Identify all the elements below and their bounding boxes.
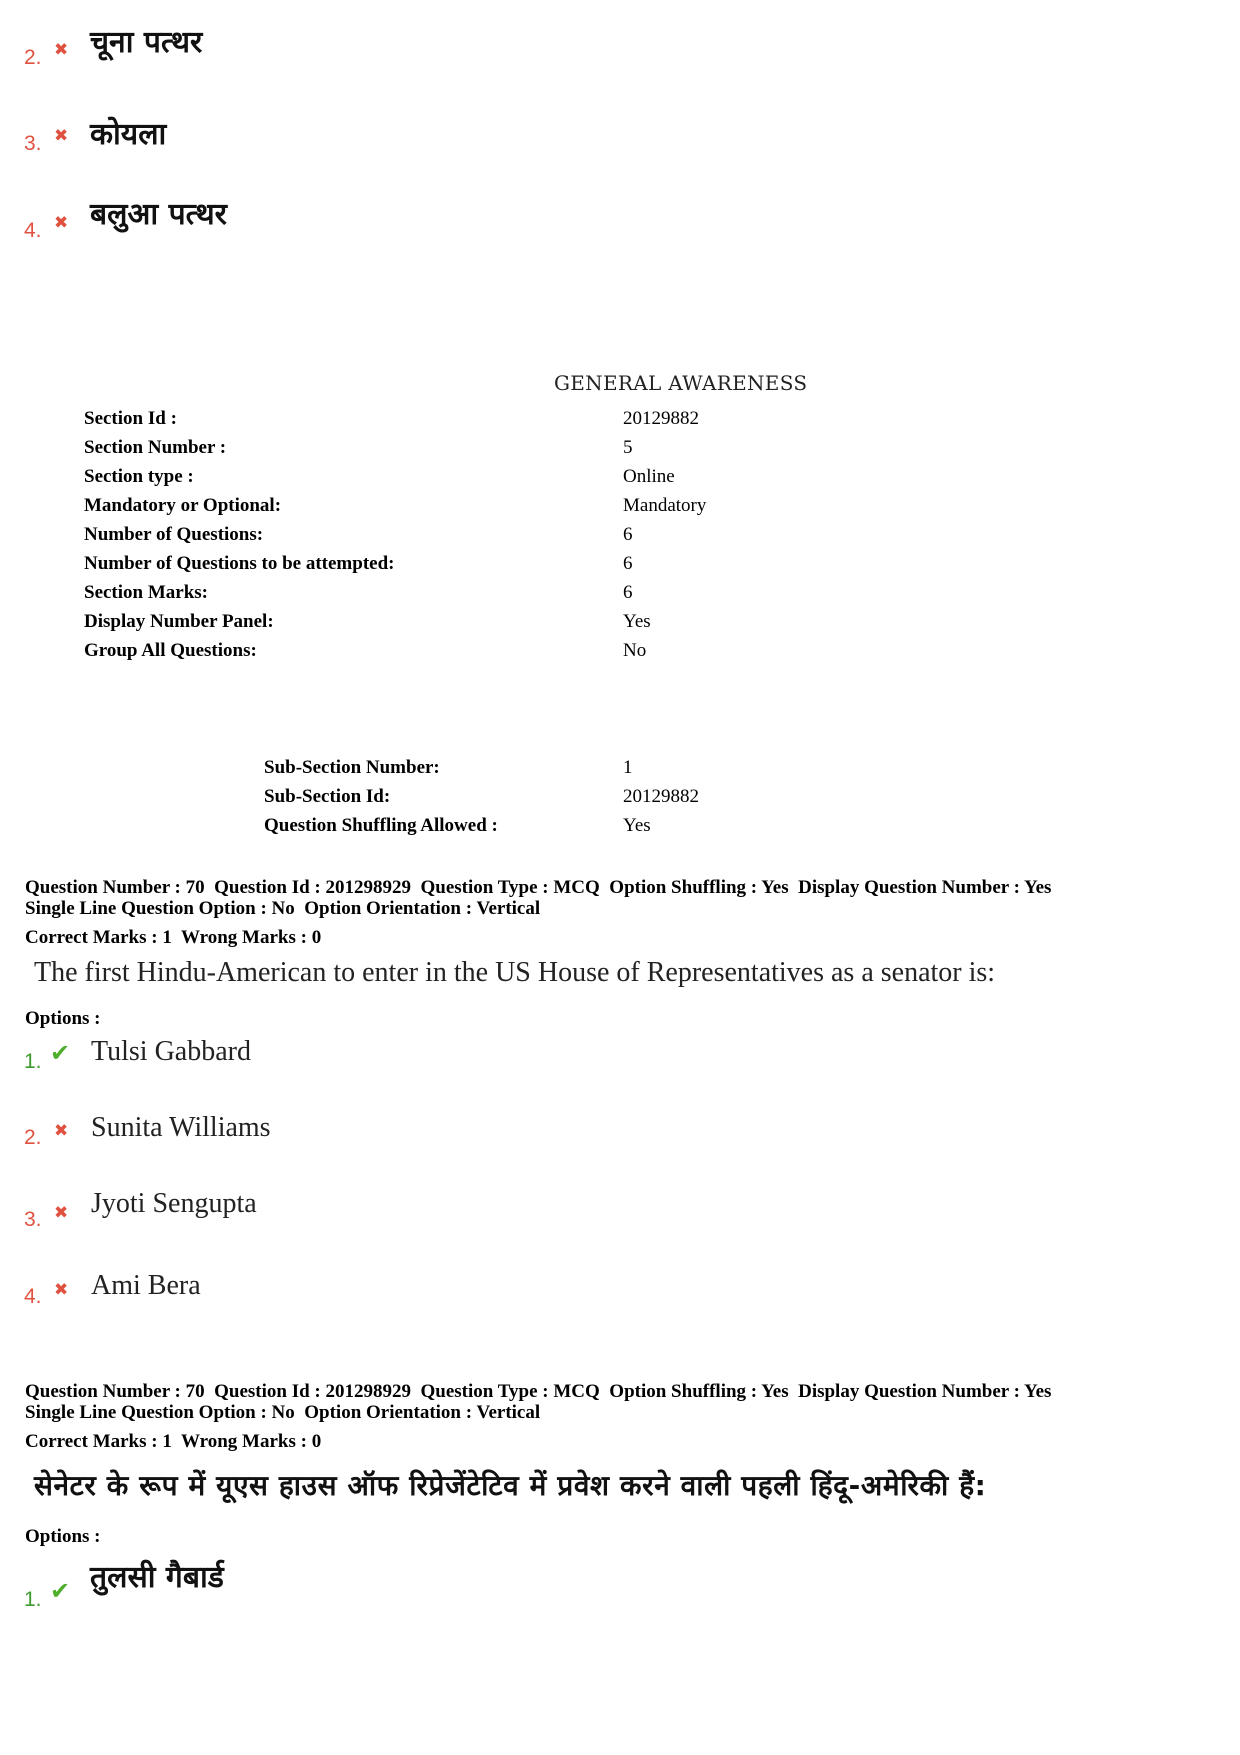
- section-type-label: Section type :: [84, 466, 194, 487]
- section-id-label: Section Id :: [84, 408, 177, 429]
- num-questions-value: 6: [623, 524, 633, 545]
- section-id-value: 20129882: [623, 408, 699, 429]
- option-number: 4.: [24, 219, 42, 242]
- wrong-mark-icon: ✖: [54, 40, 69, 60]
- num-questions-label: Number of Questions:: [84, 524, 264, 545]
- section-marks-value: 6: [623, 582, 633, 603]
- option-text: Tulsi Gabbard: [91, 1036, 251, 1067]
- section-title: GENERAL AWARENESS: [554, 371, 808, 395]
- option-text: चूना पत्थर: [90, 25, 203, 60]
- section-marks-label: Section Marks:: [84, 582, 209, 603]
- correct-mark-icon: ✔: [50, 1039, 71, 1067]
- option-text: तुलसी गैबार्ड: [90, 1560, 224, 1595]
- display-panel-label: Display Number Panel:: [84, 611, 274, 632]
- display-panel-value: Yes: [623, 611, 651, 632]
- question-text: The first Hindu-American to enter in the US House of Representatives as a senator is:: [34, 957, 996, 988]
- option-text: Ami Bera: [91, 1270, 201, 1301]
- question-meta-2: Single Line Question Option : No Option Orientation : Vertical: [25, 1402, 541, 1423]
- option-text: Jyoti Sengupta: [91, 1188, 257, 1219]
- option-number: 3.: [24, 132, 42, 155]
- option-number: 4.: [24, 1285, 42, 1308]
- wrong-mark-icon: ✖: [54, 1121, 69, 1141]
- question-marks: Correct Marks : 1 Wrong Marks : 0: [25, 1431, 322, 1452]
- option-number: 2.: [24, 46, 42, 69]
- wrong-mark-icon: ✖: [54, 1203, 69, 1223]
- option-number: 3.: [24, 1208, 42, 1231]
- section-type-value: Online: [623, 466, 675, 487]
- option-number: 1.: [24, 1050, 42, 1073]
- num-attempt-label: Number of Questions to be attempted:: [84, 553, 395, 574]
- section-number-label: Section Number :: [84, 437, 227, 458]
- wrong-mark-icon: ✖: [54, 1280, 69, 1300]
- section-number-value: 5: [623, 437, 633, 458]
- option-text: बलुआ पत्थर: [90, 197, 227, 232]
- question-meta-2: Single Line Question Option : No Option Orientation : Vertical: [25, 898, 541, 919]
- question-meta: Question Number : 70 Question Id : 201298929 Question Type : MCQ Option Shuffling : Yes Display Question Number : Yes: [25, 877, 1052, 898]
- wrong-mark-icon: ✖: [54, 126, 69, 146]
- option-text: Sunita Williams: [91, 1112, 271, 1143]
- option-number: 2.: [24, 1126, 42, 1149]
- option-number: 1.: [24, 1588, 42, 1611]
- group-questions-value: No: [623, 640, 647, 661]
- shuffling-label: Question Shuffling Allowed :: [264, 815, 498, 836]
- group-questions-label: Group All Questions:: [84, 640, 257, 661]
- mandatory-label: Mandatory or Optional:: [84, 495, 282, 516]
- options-label: Options :: [25, 1008, 101, 1029]
- subsection-number-label: Sub-Section Number:: [264, 757, 440, 778]
- correct-mark-icon: ✔: [50, 1577, 71, 1605]
- options-label: Options :: [25, 1526, 101, 1547]
- subsection-id-value: 20129882: [623, 786, 699, 807]
- num-attempt-value: 6: [623, 553, 633, 574]
- wrong-mark-icon: ✖: [54, 213, 69, 233]
- subsection-id-label: Sub-Section Id:: [264, 786, 391, 807]
- question-marks: Correct Marks : 1 Wrong Marks : 0: [25, 927, 322, 948]
- mandatory-value: Mandatory: [623, 495, 707, 516]
- subsection-number-value: 1: [623, 757, 633, 778]
- option-text: कोयला: [90, 117, 167, 152]
- question-meta: Question Number : 70 Question Id : 201298929 Question Type : MCQ Option Shuffling : Yes Display Question Number : Yes: [25, 1381, 1052, 1402]
- question-text: सेनेटर के रूप में यूएस हाउस ऑफ रिप्रेजेंटेटिव में प्रवेश करने वाली पहली हिंदू-अमेरिकी हैं:: [34, 1469, 987, 1502]
- shuffling-value: Yes: [623, 815, 651, 836]
